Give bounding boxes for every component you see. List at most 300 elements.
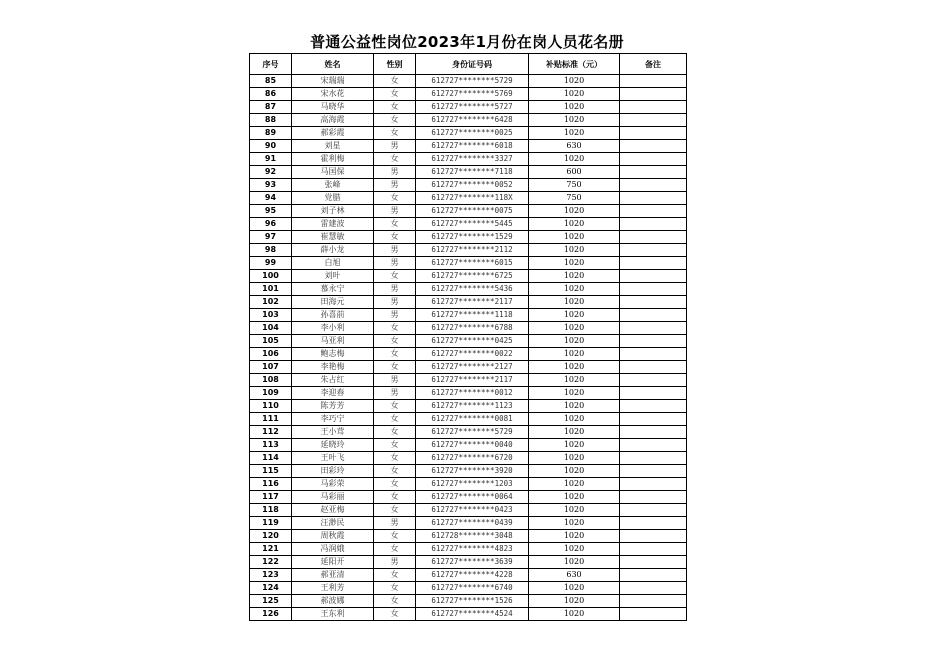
cell-id-number: 612727********5436 (416, 283, 529, 296)
cell-remark (620, 114, 687, 127)
cell-subsidy: 600 (529, 166, 620, 179)
cell-sex: 女 (374, 127, 416, 140)
cell-sex: 女 (374, 335, 416, 348)
cell-no: 100 (250, 270, 292, 283)
cell-no: 102 (250, 296, 292, 309)
cell-id-number: 612727********6018 (416, 140, 529, 153)
cell-remark (620, 491, 687, 504)
cell-no: 105 (250, 335, 292, 348)
cell-no: 97 (250, 231, 292, 244)
cell-subsidy: 630 (529, 569, 620, 582)
table-row (250, 231, 687, 244)
cell-name: 薛小龙 (292, 244, 374, 257)
cell-name: 宋瑞瑞 (292, 75, 374, 88)
table-row (250, 504, 687, 517)
cell-id-number: 612727********0081 (416, 413, 529, 426)
cell-subsidy: 750 (529, 192, 620, 205)
cell-id-number: 612727********1526 (416, 595, 529, 608)
cell-sex: 女 (374, 270, 416, 283)
cell-remark (620, 439, 687, 452)
cell-id-number: 612727********0075 (416, 205, 529, 218)
cell-name: 冯润娥 (292, 543, 374, 556)
cell-id-number: 612727********6788 (416, 322, 529, 335)
cell-remark (620, 426, 687, 439)
cell-subsidy: 1020 (529, 543, 620, 556)
table-row (250, 101, 687, 114)
cell-name: 崔慧敏 (292, 231, 374, 244)
cell-no: 94 (250, 192, 292, 205)
cell-sex: 女 (374, 452, 416, 465)
cell-sex: 男 (374, 257, 416, 270)
table-row (250, 127, 687, 140)
cell-id-number: 612727********6015 (416, 257, 529, 270)
cell-name: 赵亚梅 (292, 504, 374, 517)
cell-no: 126 (250, 608, 292, 621)
cell-name: 王叶飞 (292, 452, 374, 465)
cell-name: 田彩玲 (292, 465, 374, 478)
cell-subsidy: 1020 (529, 582, 620, 595)
table-row (250, 478, 687, 491)
table-row (250, 517, 687, 530)
cell-name: 马晓华 (292, 101, 374, 114)
cell-sex: 女 (374, 543, 416, 556)
cell-remark (620, 244, 687, 257)
cell-sex: 女 (374, 400, 416, 413)
table-row (250, 387, 687, 400)
cell-id-number: 612727********6720 (416, 452, 529, 465)
cell-no: 88 (250, 114, 292, 127)
cell-subsidy: 1020 (529, 465, 620, 478)
cell-name: 高海霞 (292, 114, 374, 127)
cell-name: 孙喜前 (292, 309, 374, 322)
roster-table (249, 53, 687, 621)
cell-name: 朱占红 (292, 374, 374, 387)
cell-remark (620, 595, 687, 608)
cell-sex: 男 (374, 205, 416, 218)
table-row (250, 257, 687, 270)
cell-sex: 女 (374, 491, 416, 504)
cell-id-number: 612727********5729 (416, 426, 529, 439)
table-row (250, 439, 687, 452)
cell-no: 98 (250, 244, 292, 257)
cell-subsidy: 1020 (529, 556, 620, 569)
cell-no: 104 (250, 322, 292, 335)
cell-id-number: 612727********3639 (416, 556, 529, 569)
cell-remark (620, 530, 687, 543)
cell-sex: 男 (374, 517, 416, 530)
cell-id-number: 612727********0012 (416, 387, 529, 400)
cell-no: 116 (250, 478, 292, 491)
cell-remark (620, 218, 687, 231)
cell-remark (620, 166, 687, 179)
cell-no: 85 (250, 75, 292, 88)
cell-no: 89 (250, 127, 292, 140)
cell-subsidy: 1020 (529, 257, 620, 270)
cell-remark (620, 543, 687, 556)
cell-subsidy: 1020 (529, 608, 620, 621)
cell-remark (620, 127, 687, 140)
cell-subsidy: 1020 (529, 452, 620, 465)
col-header-name: 姓名 (292, 54, 374, 75)
cell-subsidy: 1020 (529, 75, 620, 88)
cell-name: 鲍志梅 (292, 348, 374, 361)
cell-subsidy: 1020 (529, 400, 620, 413)
cell-id-number: 612727********5769 (416, 88, 529, 101)
cell-no: 124 (250, 582, 292, 595)
cell-sex: 男 (374, 309, 416, 322)
table-row (250, 179, 687, 192)
cell-sex: 女 (374, 582, 416, 595)
cell-remark (620, 322, 687, 335)
cell-sex: 男 (374, 179, 416, 192)
cell-name: 李巧宁 (292, 413, 374, 426)
cell-id-number: 612727********5729 (416, 75, 529, 88)
cell-sex: 女 (374, 426, 416, 439)
cell-sex: 女 (374, 231, 416, 244)
cell-sex: 女 (374, 361, 416, 374)
cell-sex: 女 (374, 478, 416, 491)
table-row (250, 569, 687, 582)
cell-name: 马亚利 (292, 335, 374, 348)
cell-name: 田海元 (292, 296, 374, 309)
cell-id-number: 612727********0425 (416, 335, 529, 348)
cell-name: 郝彩霞 (292, 127, 374, 140)
cell-subsidy: 1020 (529, 231, 620, 244)
table-row (250, 309, 687, 322)
cell-remark (620, 517, 687, 530)
cell-id-number: 612727********1118 (416, 309, 529, 322)
cell-sex: 男 (374, 283, 416, 296)
cell-subsidy: 1020 (529, 361, 620, 374)
cell-remark (620, 88, 687, 101)
cell-no: 117 (250, 491, 292, 504)
cell-name: 马国保 (292, 166, 374, 179)
cell-id-number: 612727********5445 (416, 218, 529, 231)
cell-name: 张峰 (292, 179, 374, 192)
cell-sex: 女 (374, 88, 416, 101)
table-row (250, 361, 687, 374)
cell-id-number: 612727********1529 (416, 231, 529, 244)
cell-subsidy: 1020 (529, 153, 620, 166)
cell-remark (620, 504, 687, 517)
col-header-sex: 性别 (374, 54, 416, 75)
cell-id-number: 612728********3048 (416, 530, 529, 543)
cell-remark (620, 231, 687, 244)
table-row (250, 556, 687, 569)
cell-subsidy: 1020 (529, 296, 620, 309)
cell-remark (620, 205, 687, 218)
cell-id-number: 612727********3920 (416, 465, 529, 478)
table-row (250, 530, 687, 543)
cell-subsidy: 1020 (529, 127, 620, 140)
cell-no: 103 (250, 309, 292, 322)
table-row (250, 88, 687, 101)
col-header-no: 序号 (250, 54, 292, 75)
cell-no: 109 (250, 387, 292, 400)
cell-no: 115 (250, 465, 292, 478)
cell-no: 111 (250, 413, 292, 426)
cell-sex: 男 (374, 556, 416, 569)
table-row (250, 400, 687, 413)
cell-no: 122 (250, 556, 292, 569)
table-row (250, 75, 687, 88)
table-row (250, 218, 687, 231)
table-row (250, 374, 687, 387)
table-row (250, 452, 687, 465)
cell-sex: 女 (374, 75, 416, 88)
cell-no: 114 (250, 452, 292, 465)
cell-sex: 男 (374, 374, 416, 387)
cell-subsidy: 1020 (529, 387, 620, 400)
cell-subsidy: 1020 (529, 101, 620, 114)
cell-id-number: 612727********0040 (416, 439, 529, 452)
table-row (250, 426, 687, 439)
cell-sex: 女 (374, 101, 416, 114)
cell-subsidy: 1020 (529, 218, 620, 231)
cell-name: 李迎春 (292, 387, 374, 400)
cell-no: 110 (250, 400, 292, 413)
cell-name: 宋水花 (292, 88, 374, 101)
cell-remark (620, 335, 687, 348)
table-header-row (250, 54, 687, 75)
cell-name: 雷建波 (292, 218, 374, 231)
cell-name: 刘子林 (292, 205, 374, 218)
cell-remark (620, 296, 687, 309)
table-row (250, 348, 687, 361)
cell-remark (620, 270, 687, 283)
cell-name: 慕永宁 (292, 283, 374, 296)
cell-no: 118 (250, 504, 292, 517)
cell-id-number: 612727********0025 (416, 127, 529, 140)
col-header-remark: 备注 (620, 54, 687, 75)
cell-no: 99 (250, 257, 292, 270)
cell-name: 刘叶 (292, 270, 374, 283)
cell-subsidy: 1020 (529, 595, 620, 608)
cell-id-number: 612727********0022 (416, 348, 529, 361)
cell-id-number: 612727********2117 (416, 296, 529, 309)
cell-no: 121 (250, 543, 292, 556)
cell-name: 王利芳 (292, 582, 374, 595)
cell-name: 马彩荣 (292, 478, 374, 491)
cell-remark (620, 75, 687, 88)
cell-id-number: 612727********6725 (416, 270, 529, 283)
cell-name: 马彩丽 (292, 491, 374, 504)
cell-sex: 女 (374, 439, 416, 452)
cell-no: 95 (250, 205, 292, 218)
cell-remark (620, 556, 687, 569)
cell-no: 106 (250, 348, 292, 361)
cell-no: 87 (250, 101, 292, 114)
cell-name: 延阳开 (292, 556, 374, 569)
cell-subsidy: 1020 (529, 283, 620, 296)
cell-id-number: 612727********4823 (416, 543, 529, 556)
cell-id-number: 612727********118X (416, 192, 529, 205)
cell-id-number: 612727********0052 (416, 179, 529, 192)
cell-name: 郝波娜 (292, 595, 374, 608)
cell-subsidy: 1020 (529, 517, 620, 530)
cell-subsidy: 1020 (529, 270, 620, 283)
cell-remark (620, 140, 687, 153)
cell-remark (620, 413, 687, 426)
cell-sex: 女 (374, 192, 416, 205)
table-row (250, 114, 687, 127)
col-header-id: 身份证号码 (416, 54, 529, 75)
cell-id-number: 612727********1203 (416, 478, 529, 491)
cell-name: 刘星 (292, 140, 374, 153)
cell-id-number: 612727********2117 (416, 374, 529, 387)
cell-subsidy: 1020 (529, 504, 620, 517)
cell-no: 108 (250, 374, 292, 387)
cell-remark (620, 192, 687, 205)
cell-name: 周秋霞 (292, 530, 374, 543)
cell-name: 李艳梅 (292, 361, 374, 374)
cell-subsidy: 1020 (529, 348, 620, 361)
cell-subsidy: 1020 (529, 114, 620, 127)
col-header-subsidy: 补贴标准（元） (529, 54, 620, 75)
cell-subsidy: 1020 (529, 244, 620, 257)
cell-id-number: 612727********4228 (416, 569, 529, 582)
cell-subsidy: 630 (529, 140, 620, 153)
cell-id-number: 612727********2127 (416, 361, 529, 374)
cell-sex: 女 (374, 569, 416, 582)
table-row (250, 270, 687, 283)
cell-subsidy: 1020 (529, 335, 620, 348)
cell-no: 125 (250, 595, 292, 608)
cell-remark (620, 608, 687, 621)
cell-remark (620, 257, 687, 270)
cell-name: 白旭 (292, 257, 374, 270)
cell-subsidy: 1020 (529, 322, 620, 335)
cell-id-number: 612727********0423 (416, 504, 529, 517)
table-row (250, 192, 687, 205)
cell-no: 101 (250, 283, 292, 296)
cell-no: 119 (250, 517, 292, 530)
cell-remark (620, 153, 687, 166)
cell-sex: 女 (374, 413, 416, 426)
cell-id-number: 612727********4524 (416, 608, 529, 621)
table-row (250, 283, 687, 296)
table-row (250, 582, 687, 595)
cell-no: 96 (250, 218, 292, 231)
cell-sex: 男 (374, 387, 416, 400)
cell-name: 王东利 (292, 608, 374, 621)
cell-subsidy: 1020 (529, 491, 620, 504)
cell-name: 延晓玲 (292, 439, 374, 452)
cell-sex: 女 (374, 322, 416, 335)
cell-id-number: 612727********0439 (416, 517, 529, 530)
table-row (250, 322, 687, 335)
cell-subsidy: 750 (529, 179, 620, 192)
cell-remark (620, 101, 687, 114)
cell-remark (620, 452, 687, 465)
cell-no: 120 (250, 530, 292, 543)
page-title: 普通公益性岗位2023年1月份在岗人员花名册 (310, 33, 624, 51)
table-row (250, 166, 687, 179)
cell-id-number: 612727********6740 (416, 582, 529, 595)
cell-remark (620, 361, 687, 374)
cell-sex: 女 (374, 608, 416, 621)
cell-sex: 女 (374, 595, 416, 608)
cell-sex: 女 (374, 504, 416, 517)
table-row (250, 413, 687, 426)
cell-no: 92 (250, 166, 292, 179)
cell-subsidy: 1020 (529, 478, 620, 491)
table-row (250, 205, 687, 218)
cell-remark (620, 569, 687, 582)
cell-sex: 女 (374, 114, 416, 127)
table-row (250, 608, 687, 621)
cell-name: 陈芳芳 (292, 400, 374, 413)
cell-remark (620, 478, 687, 491)
cell-remark (620, 387, 687, 400)
cell-name: 王小茸 (292, 426, 374, 439)
cell-remark (620, 179, 687, 192)
cell-remark (620, 400, 687, 413)
cell-id-number: 612727********7118 (416, 166, 529, 179)
cell-sex: 女 (374, 348, 416, 361)
cell-subsidy: 1020 (529, 205, 620, 218)
cell-subsidy: 1020 (529, 88, 620, 101)
cell-no: 86 (250, 88, 292, 101)
table-row (250, 335, 687, 348)
cell-sex: 女 (374, 530, 416, 543)
cell-subsidy: 1020 (529, 309, 620, 322)
cell-remark (620, 465, 687, 478)
cell-no: 91 (250, 153, 292, 166)
cell-no: 112 (250, 426, 292, 439)
cell-no: 113 (250, 439, 292, 452)
cell-subsidy: 1020 (529, 413, 620, 426)
cell-sex: 女 (374, 218, 416, 231)
table-row (250, 296, 687, 309)
cell-no: 107 (250, 361, 292, 374)
cell-name: 李小利 (292, 322, 374, 335)
cell-subsidy: 1020 (529, 530, 620, 543)
cell-sex: 女 (374, 153, 416, 166)
cell-sex: 男 (374, 166, 416, 179)
cell-id-number: 612727********6428 (416, 114, 529, 127)
table-row (250, 140, 687, 153)
cell-name: 党腊 (292, 192, 374, 205)
table-row (250, 543, 687, 556)
cell-id-number: 612727********2112 (416, 244, 529, 257)
table-row (250, 465, 687, 478)
table-row (250, 244, 687, 257)
cell-name: 汪渺民 (292, 517, 374, 530)
cell-remark (620, 348, 687, 361)
cell-remark (620, 309, 687, 322)
cell-sex: 男 (374, 140, 416, 153)
cell-remark (620, 582, 687, 595)
cell-sex: 男 (374, 296, 416, 309)
cell-id-number: 612727********1123 (416, 400, 529, 413)
cell-remark (620, 283, 687, 296)
cell-sex: 女 (374, 465, 416, 478)
cell-subsidy: 1020 (529, 374, 620, 387)
cell-name: 郝亚清 (292, 569, 374, 582)
cell-id-number: 612727********3327 (416, 153, 529, 166)
cell-no: 90 (250, 140, 292, 153)
cell-id-number: 612727********5727 (416, 101, 529, 114)
cell-name: 霍利梅 (292, 153, 374, 166)
cell-no: 123 (250, 569, 292, 582)
cell-no: 93 (250, 179, 292, 192)
cell-sex: 男 (374, 244, 416, 257)
table-row (250, 595, 687, 608)
cell-remark (620, 374, 687, 387)
cell-subsidy: 1020 (529, 439, 620, 452)
cell-id-number: 612727********0064 (416, 491, 529, 504)
